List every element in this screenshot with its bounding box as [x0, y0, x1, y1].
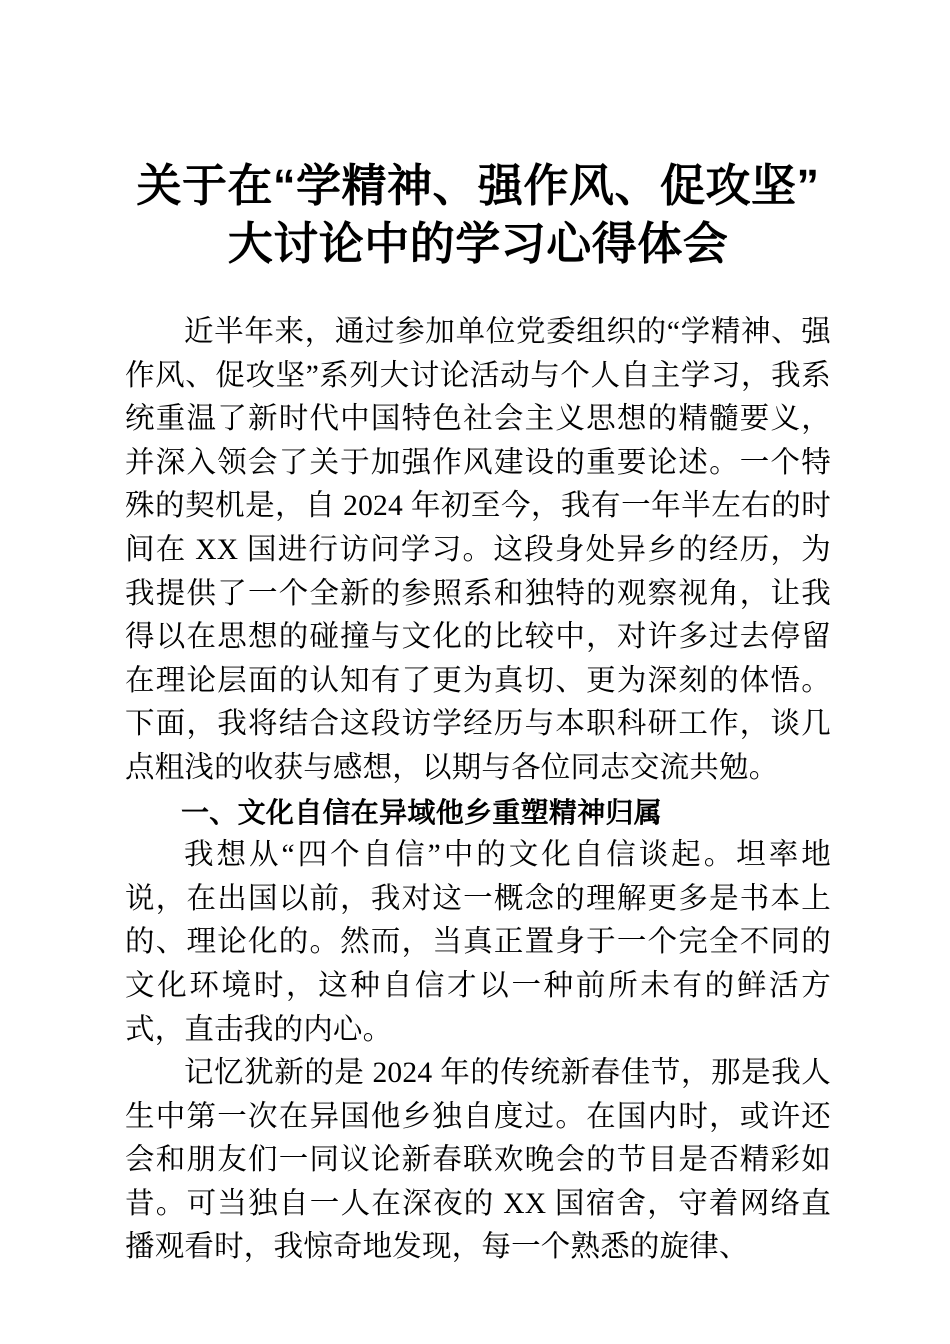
document-content: [125, 0, 831, 1270]
paragraph-section-one-2: 记忆犹新的是 2024 年的传统新春佳节，那是我人生中第一次在异国他乡独自度过。在国内时，或许还会和朋友们一同议论新春联欢晚会的节目是否精彩如昔。可当独自一人在深夜的 XX 国宿舍，守着网络直播观看时，我惊奇地发现，每一个熟悉的旋律、: [125, 1057, 831, 1264]
paragraph-intro: 近半年来，通过参加单位党委组织的“学精神、强作风、促攻坚”系列大讨论活动与个人自主学习，我系统重温了新时代中国特色社会主义思想的精髓要义，并深入领会了关于加强作风建设的重要论述。一个特殊的契机是，自 2024 年初至今，我有一年半左右的时间在 XX 国进行访问学习。这段身处异乡的经历，为我提供了一个全新的参照系和独特的观察视角，让我得以在思想的碰撞与文化的比较中，对许多过去停留在理论层面的认知有了更为真切、更为深刻的体悟。下面，我将结合这段访学经历与本职科研工作，谈几点粗浅的收获与感想，以期与各位同志交流共勉。: [125, 316, 831, 784]
paragraph-section-one-1: 我想从“四个自信”中的文化自信谈起。坦率地说，在出国以前，我对这一概念的理解更多是书本上的、理论化的。然而，当真正置身于一个完全不同的文化环境时，这种自信才以一种前所未有的鲜活方式，直击我的内心。: [125, 839, 831, 1046]
section-heading-one: 一、文化自信在异域他乡重塑精神归属: [181, 796, 663, 828]
page-title: 关于在“学精神、强作风、促攻坚”大讨论中的学习心得体会: [136, 160, 820, 269]
